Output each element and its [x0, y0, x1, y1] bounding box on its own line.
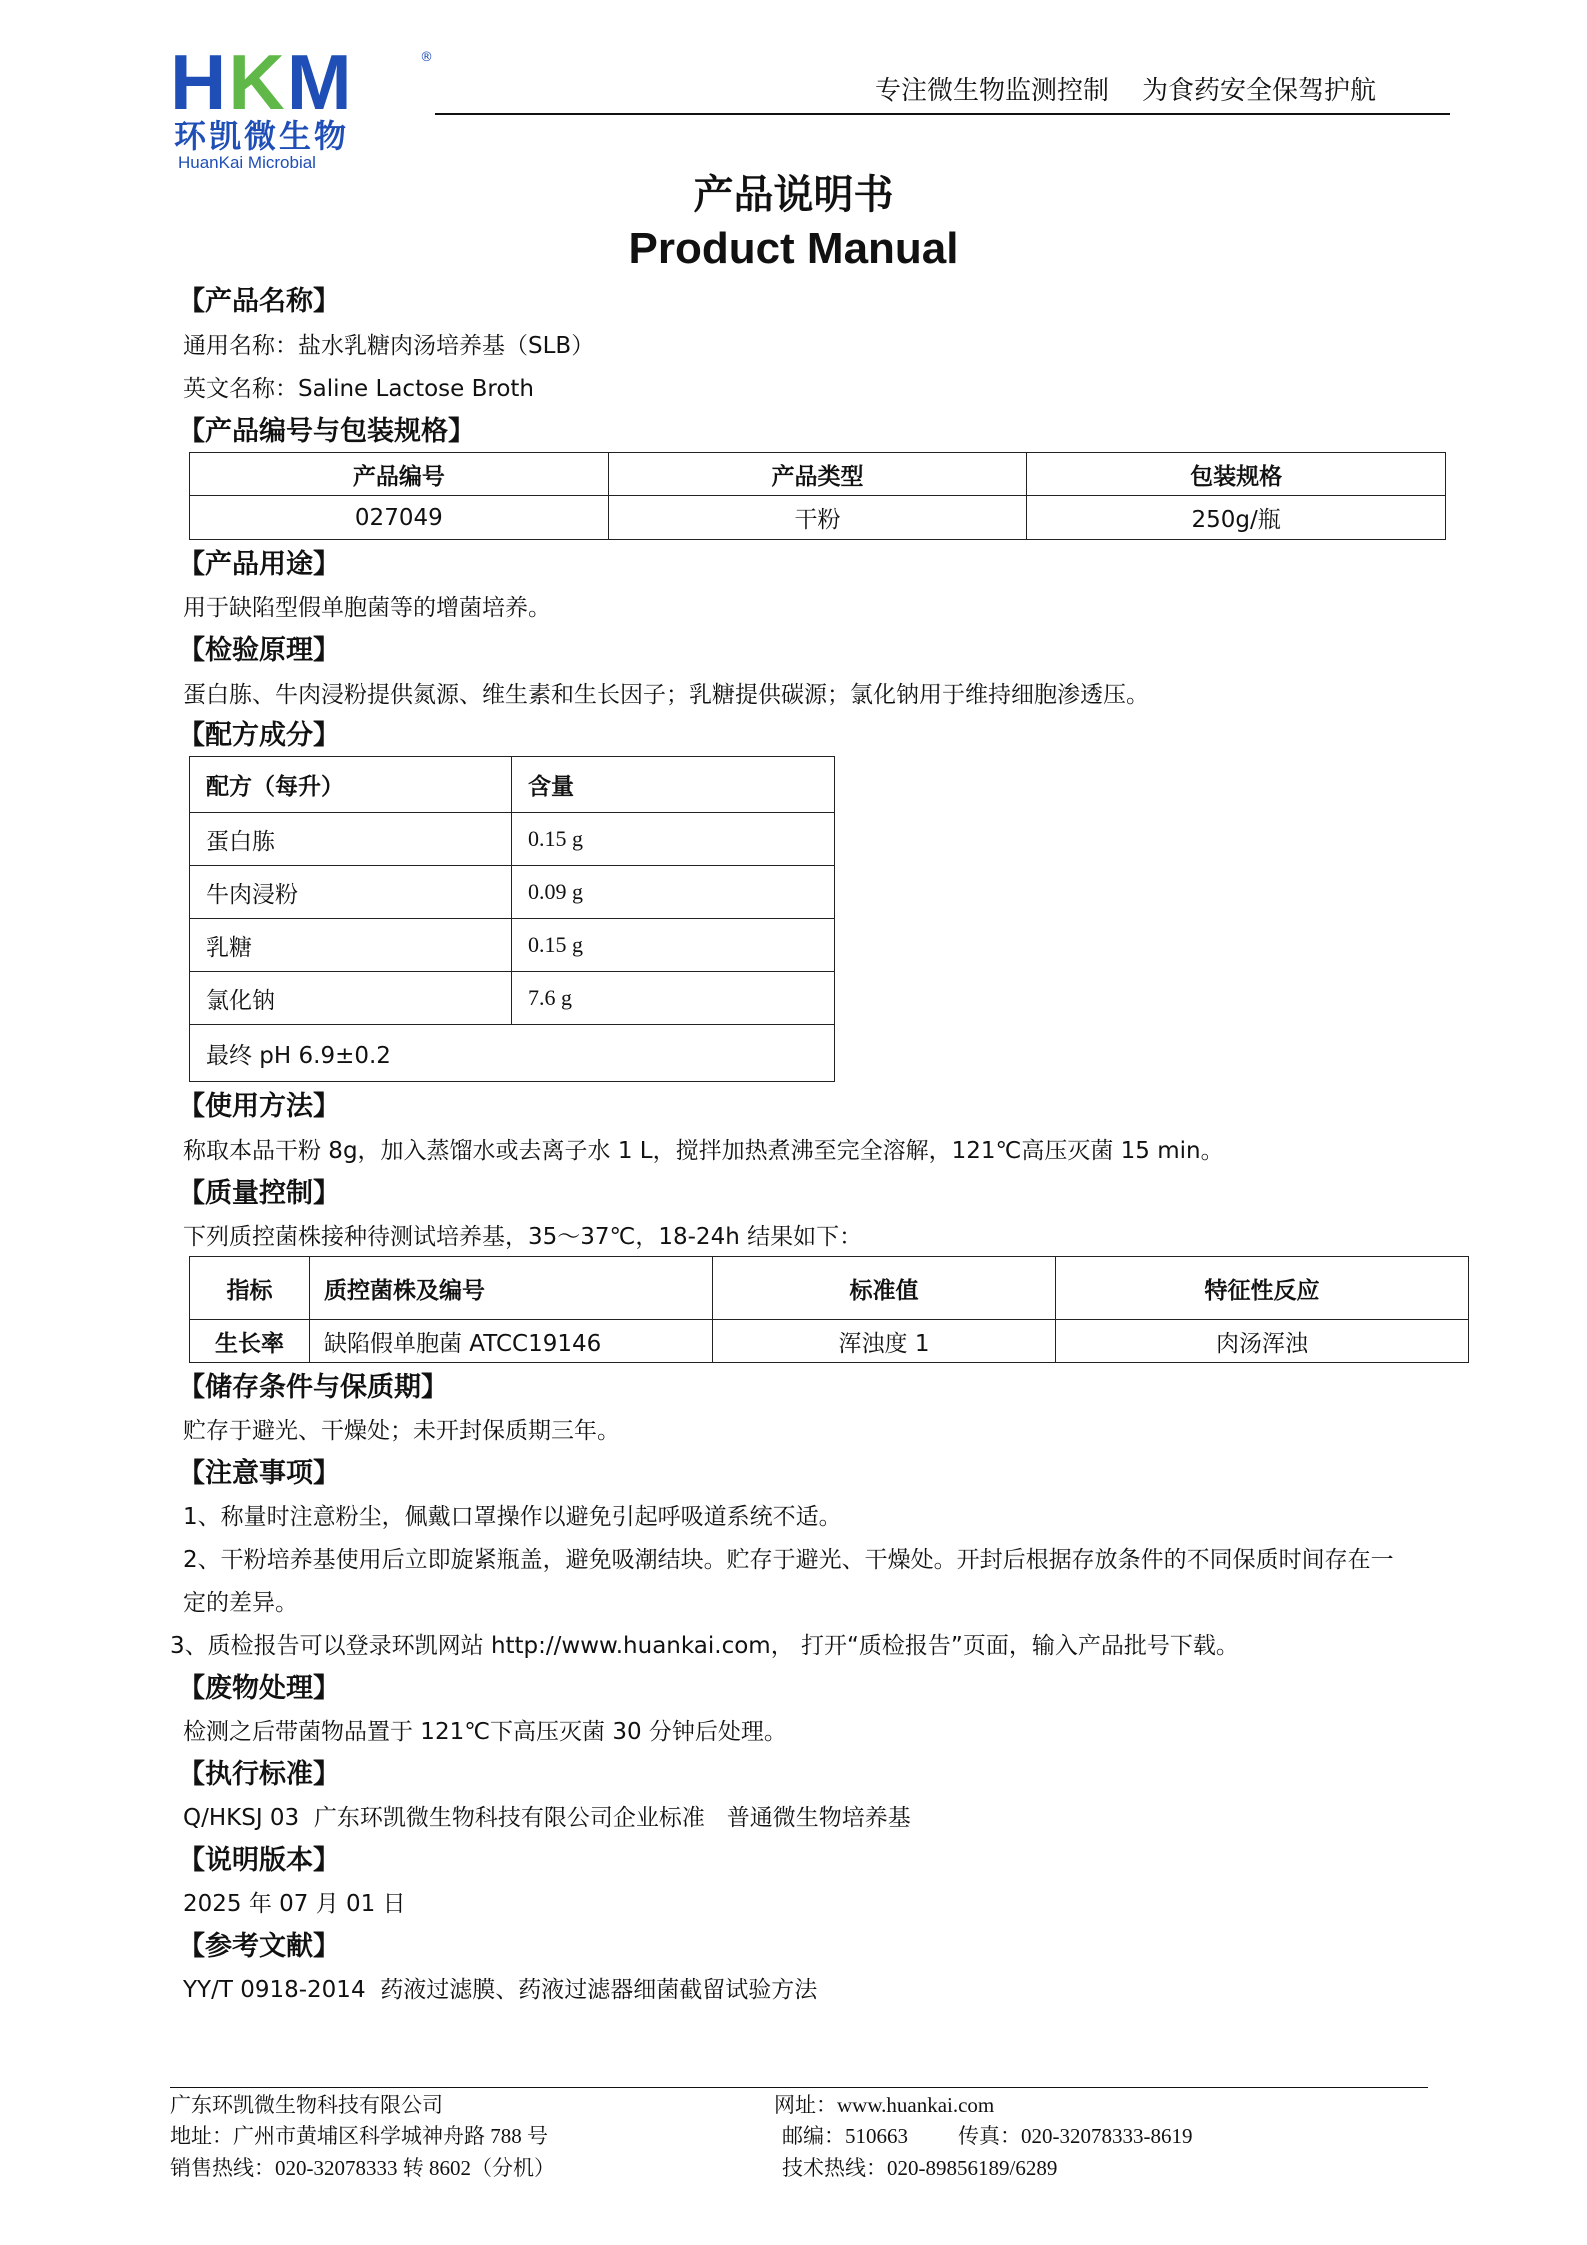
table-row: [190, 1025, 835, 1082]
note-3: 3、质检报告可以登录环凯网站 http://www.huankai.com， 打开“质检报告”页面，输入产品批号下载。: [170, 1633, 1239, 1659]
ingredient-amount: 0.15 g: [512, 919, 835, 972]
ingredient-amount: 0.15 g: [512, 813, 835, 866]
footer-sales-hotline: 销售热线：020-32078333 转 8602（分机）: [170, 2156, 555, 2180]
disposal-text: 检测之后带菌物品置于 121℃下高压灭菌 30 分钟后处理。: [183, 1719, 787, 1745]
table-header-cell: 指标: [190, 1257, 310, 1320]
package-size: 250g/瓶: [1027, 496, 1446, 540]
note-2: 2、干粉培养基使用后立即旋紧瓶盖，避免吸潮结块。贮存于避光、干燥处。开封后根据存放条件的不同保质时间存在一: [183, 1547, 1394, 1573]
principle-text: 蛋白胨、牛肉浸粉提供氮源、维生素和生长因子；乳糖提供碳源；氯化钠用于维持细胞渗透压。: [183, 682, 1149, 708]
footer-address: 地址：广州市黄埔区科学城神舟路 788 号: [170, 2124, 548, 2148]
table-header-cell: 特征性反应: [1056, 1257, 1469, 1320]
table-header-cell: 含量: [512, 757, 835, 813]
quality-table: [189, 1256, 1469, 1363]
product-type: 干粉: [608, 496, 1027, 540]
usage-text: 用于缺陷型假单胞菌等的增菌培养。: [183, 595, 551, 621]
table-header-row: [190, 1257, 1469, 1320]
footer-company: 广东环凯微生物科技有限公司: [170, 2093, 443, 2117]
logo-main-text: HKM: [170, 38, 354, 126]
table-row: [190, 496, 1446, 540]
section-heading-method: 【使用方法】: [178, 1091, 340, 1122]
qc-standard: 浑浊度 1: [713, 1320, 1056, 1363]
table-header-cell: 标准值: [713, 1257, 1056, 1320]
quality-intro: 下列质控菌株接种待测试培养基，35～37℃，18-24h 结果如下：: [183, 1224, 863, 1250]
footer-divider: [170, 2087, 1428, 2088]
section-heading-standard: 【执行标准】: [178, 1759, 340, 1790]
ingredient-amount: 7.6 g: [512, 972, 835, 1025]
table-header-row: [190, 757, 835, 813]
table-header-cell: 产品编号: [190, 453, 609, 496]
note-1: 1、称量时注意粉尘，佩戴口罩操作以避免引起呼吸道系统不适。: [183, 1504, 842, 1530]
footer-postcode: 邮编：510663: [782, 2124, 908, 2148]
table-header-row: [190, 453, 1446, 496]
formula-table: [189, 756, 835, 1082]
footer-tech-hotline: 技术热线：020-89856189/6289: [782, 2156, 1058, 2180]
qc-indicator: 生长率: [190, 1320, 310, 1363]
section-heading-name: 【产品名称】: [178, 286, 340, 317]
version-date: 2025 年 07 月 01 日: [183, 1891, 406, 1917]
section-heading-spec: 【产品编号与包装规格】: [178, 416, 475, 447]
section-heading-principle: 【检验原理】: [178, 635, 340, 666]
company-logo: [170, 38, 440, 172]
qc-strain: 缺陷假单胞菌 ATCC19146: [310, 1320, 713, 1363]
section-heading-disposal: 【废物处理】: [178, 1673, 340, 1704]
qc-reaction: 肉汤浑浊: [1056, 1320, 1469, 1363]
logo-cn-text: 环凯微生物: [174, 117, 350, 155]
registered-mark: ®: [420, 50, 433, 65]
footer-website: 网址：www.huankai.com: [774, 2093, 995, 2117]
ingredient-name: 乳糖: [190, 919, 512, 972]
reference-text: YY/T 0918-2014 药液过滤膜、药液过滤器细菌截留试验方法: [183, 1977, 818, 2003]
section-heading-reference: 【参考文献】: [178, 1931, 340, 1962]
table-row: [190, 813, 835, 866]
spec-table: [189, 452, 1446, 540]
standard-text: Q/HKSJ 03 广东环凯微生物科技有限公司企业标准 普通微生物培养基: [183, 1805, 911, 1831]
method-text: 称取本品干粉 8g，加入蒸馏水或去离子水 1 L，搅拌加热煮沸至完全溶解，121℃高压灭菌 15 min。: [183, 1138, 1224, 1164]
table-row: [190, 866, 835, 919]
note-2-continued: 定的差异。: [183, 1590, 298, 1616]
table-row: [190, 919, 835, 972]
final-ph: 最终 pH 6.9±0.2: [190, 1025, 835, 1082]
table-header-cell: 产品类型: [608, 453, 1027, 496]
ingredient-amount: 0.09 g: [512, 866, 835, 919]
ingredient-name: 牛肉浸粉: [190, 866, 512, 919]
section-heading-quality: 【质量控制】: [178, 1178, 340, 1209]
ingredient-name: 氯化钠: [190, 972, 512, 1025]
table-row: [190, 972, 835, 1025]
footer-fax: 传真：020-32078333-8619: [958, 2124, 1193, 2148]
logo-mark: [170, 38, 354, 126]
section-heading-usage: 【产品用途】: [178, 549, 340, 580]
common-name: 通用名称：盐水乳糖肉汤培养基（SLB）: [183, 333, 595, 359]
storage-text: 贮存于避光、干燥处；未开封保质期三年。: [183, 1418, 620, 1444]
section-heading-formula: 【配方成分】: [178, 720, 340, 751]
table-row: [190, 1320, 1469, 1363]
page-title-cn: 产品说明书: [693, 172, 894, 218]
table-header-cell: 配方（每升）: [190, 757, 512, 813]
tagline: 专注微生物监测控制 为食药安全保驾护航: [875, 76, 1377, 106]
section-heading-notes: 【注意事项】: [178, 1458, 340, 1489]
section-heading-storage: 【储存条件与保质期】: [178, 1372, 448, 1403]
table-header-cell: 包装规格: [1027, 453, 1446, 496]
ingredient-name: 蛋白胨: [190, 813, 512, 866]
product-code: 027049: [190, 496, 609, 540]
header-divider: [435, 113, 1450, 115]
table-header-cell: 质控菌株及编号: [310, 1257, 713, 1320]
section-heading-version: 【说明版本】: [178, 1845, 340, 1876]
logo-en-text: HuanKai Microbial: [178, 153, 316, 172]
page-title-en: Product Manual: [628, 224, 959, 273]
english-name: 英文名称：Saline Lactose Broth: [183, 376, 534, 402]
